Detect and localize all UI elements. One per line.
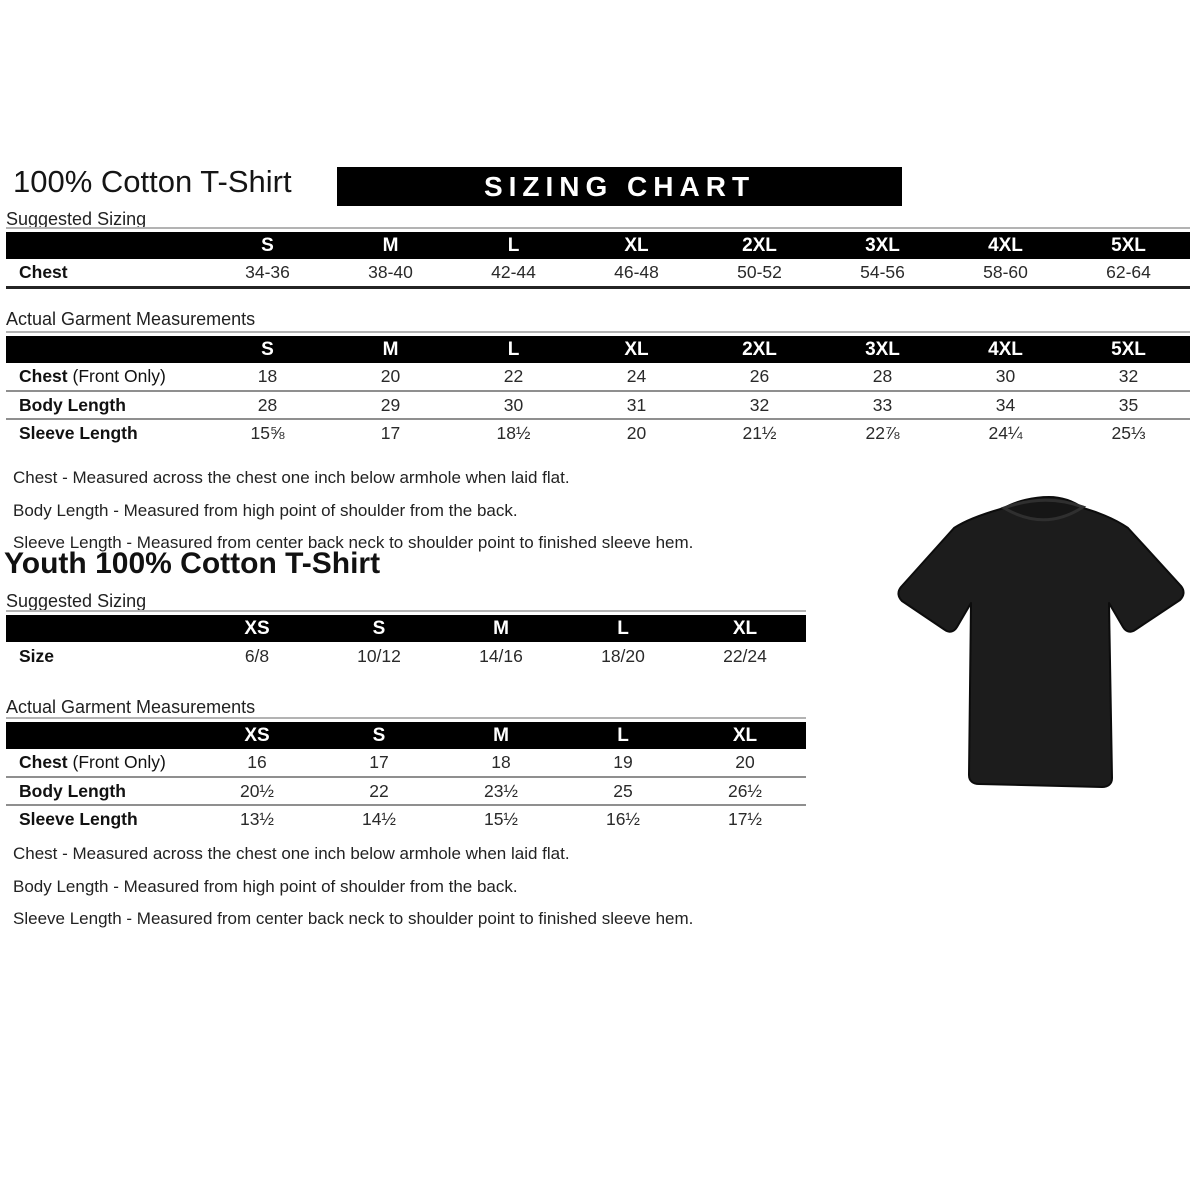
measurement-cell: 30 — [995, 366, 1016, 386]
column-header-m: M — [493, 724, 509, 746]
measurement-cell: 18 — [257, 366, 278, 386]
row-label: Chest (Front Only) — [19, 752, 166, 772]
column-header-xl: XL — [624, 338, 649, 360]
column-header-4xl: 4XL — [988, 338, 1023, 360]
note-line: Chest - Measured across the chest one inch below armhole when laid flat. — [13, 844, 570, 863]
column-header-xl: XL — [732, 617, 758, 639]
note-line: Body Length - Measured from high point of shoulder from the back. — [13, 500, 518, 520]
row-label: Sleeve Length — [6, 805, 196, 833]
measurement-cell: 19 — [613, 752, 633, 772]
youth-measurement-notes — [13, 838, 693, 936]
measurement-cell: 22 — [318, 777, 440, 805]
measurement-cell: 17 — [369, 752, 389, 772]
measurement-cell: 17 — [329, 419, 452, 447]
measurement-cell: 62-64 — [1067, 259, 1190, 287]
youth-title: Youth 100% Cotton T-Shirt — [4, 547, 381, 580]
measurement-cell: 10/12 — [357, 645, 401, 666]
table-row — [6, 259, 1190, 287]
column-header-xl: XL — [732, 724, 758, 746]
table-header-row — [6, 336, 1190, 363]
measurement-cell: 50-52 — [698, 259, 821, 287]
adult-actual-measurements-label: Actual Garment Measurements — [6, 309, 256, 329]
column-header-s: S — [372, 617, 386, 639]
table-header-row — [6, 232, 1190, 259]
header-corner-cell — [6, 336, 206, 363]
measurement-cell: 58-60 — [944, 259, 1067, 287]
measurement-cell: 22/24 — [723, 645, 767, 666]
measurement-cell: 42-44 — [452, 259, 575, 287]
measurement-cell: 31 — [575, 391, 698, 419]
sizing-chart-banner: SIZING CHART — [337, 167, 902, 206]
measurement-cell: 35 — [1067, 391, 1190, 419]
measurement-cell: 20 — [735, 752, 755, 772]
header-corner-cell — [6, 232, 206, 259]
measurement-cell: 30 — [452, 391, 575, 419]
column-header-4xl: 4XL — [988, 234, 1023, 256]
table-row — [6, 642, 806, 670]
youth-actual-measurements-label: Actual Garment Measurements — [6, 697, 256, 717]
column-header-l: L — [617, 617, 629, 639]
column-header-xl: XL — [624, 234, 649, 256]
note-line: Chest - Measured across the chest one inch below armhole when laid flat. — [13, 468, 570, 487]
row-label: Chest (Front Only) — [19, 366, 166, 386]
youth-suggested-sizing-label: Suggested Sizing — [6, 591, 147, 611]
measurement-cell: 6/8 — [244, 645, 270, 666]
table-header-row — [6, 615, 806, 642]
measurement-cell: 29 — [329, 391, 452, 419]
column-header-xs: XS — [244, 724, 270, 746]
column-header-s: S — [261, 338, 274, 360]
measurement-cell: 20½ — [196, 777, 318, 805]
measurement-cell: 15½ — [440, 805, 562, 833]
row-label: Body Length — [6, 391, 206, 419]
column-header-m: M — [382, 234, 399, 256]
measurement-cell: 16 — [247, 752, 267, 772]
table-header-row — [6, 722, 806, 749]
measurement-cell: 14½ — [318, 805, 440, 833]
header-corner-cell — [6, 722, 196, 749]
column-header-l: L — [507, 338, 520, 360]
header-corner-cell — [6, 615, 196, 642]
measurement-cell: 20 — [380, 366, 401, 386]
youth-suggested-sizing-table — [6, 610, 806, 670]
column-header-3xl: 3XL — [865, 338, 900, 360]
column-header-l: L — [507, 234, 520, 256]
measurement-cell: 26 — [749, 366, 770, 386]
table-row — [6, 805, 806, 833]
measurement-cell: 28 — [872, 366, 893, 386]
column-header-2xl: 2XL — [742, 338, 777, 360]
measurement-cell: 22 — [503, 366, 524, 386]
measurement-cell: 33 — [821, 391, 944, 419]
column-header-5xl: 5XL — [1111, 234, 1146, 256]
measurement-cell: 32 — [1118, 366, 1139, 386]
column-header-s: S — [261, 234, 274, 256]
column-header-5xl: 5XL — [1111, 338, 1146, 360]
measurement-cell: 14/16 — [479, 645, 523, 666]
measurement-cell: 26½ — [684, 777, 806, 805]
adult-suggested-sizing-label: Suggested Sizing — [6, 209, 147, 229]
note-line: Body Length - Measured from high point of shoulder from the back. — [13, 876, 518, 896]
measurement-cell: 22⅞ — [821, 419, 944, 447]
measurement-cell: 28 — [206, 391, 329, 419]
measurement-cell: 18 — [491, 752, 511, 772]
measurement-cell: 16½ — [562, 805, 684, 833]
column-header-s: S — [372, 724, 386, 746]
measurement-cell: 25 — [562, 777, 684, 805]
column-header-m: M — [382, 338, 399, 360]
column-header-2xl: 2XL — [742, 234, 777, 256]
measurement-cell: 18/20 — [601, 645, 645, 666]
youth-actual-measurements-table — [6, 717, 806, 833]
measurement-cell: 21½ — [698, 419, 821, 447]
measurement-cell: 20 — [575, 419, 698, 447]
measurement-cell: 38-40 — [329, 259, 452, 287]
table-row — [6, 777, 806, 805]
row-label: Size — [19, 645, 55, 666]
table-row — [6, 391, 1190, 419]
column-header-xs: XS — [244, 617, 270, 639]
adult-measurement-notes — [13, 462, 693, 560]
measurement-cell: 32 — [698, 391, 821, 419]
column-header-3xl: 3XL — [865, 234, 900, 256]
measurement-cell: 24¼ — [944, 419, 1067, 447]
table-row — [6, 419, 1190, 447]
row-label: Sleeve Length — [6, 419, 206, 447]
measurement-cell: 34 — [944, 391, 1067, 419]
table-row — [6, 363, 1190, 391]
adult-actual-measurements-table — [6, 331, 1190, 447]
measurement-cell: 18½ — [452, 419, 575, 447]
note-line: Sleeve Length - Measured from center back neck to shoulder point to finished sleeve hem. — [13, 533, 694, 552]
measurement-cell: 15⅝ — [206, 419, 329, 447]
row-label: Body Length — [6, 777, 196, 805]
table-row — [6, 749, 806, 777]
measurement-cell: 25⅓ — [1067, 419, 1190, 447]
row-label: Chest — [6, 259, 206, 287]
black-tshirt-image — [896, 492, 1186, 798]
measurement-cell: 24 — [626, 366, 647, 386]
measurement-cell: 17½ — [684, 805, 806, 833]
column-header-m: M — [493, 617, 509, 639]
page-title: 100% Cotton T-Shirt — [13, 164, 292, 199]
measurement-cell: 46-48 — [575, 259, 698, 287]
column-header-l: L — [617, 724, 629, 746]
measurement-cell: 54-56 — [821, 259, 944, 287]
tshirt-body — [898, 497, 1183, 787]
measurement-cell: 23½ — [440, 777, 562, 805]
adult-suggested-sizing-table — [6, 227, 1190, 289]
measurement-cell: 34-36 — [206, 259, 329, 287]
measurement-cell: 13½ — [196, 805, 318, 833]
note-line: Sleeve Length - Measured from center back neck to shoulder point to finished sleeve hem. — [13, 909, 694, 928]
